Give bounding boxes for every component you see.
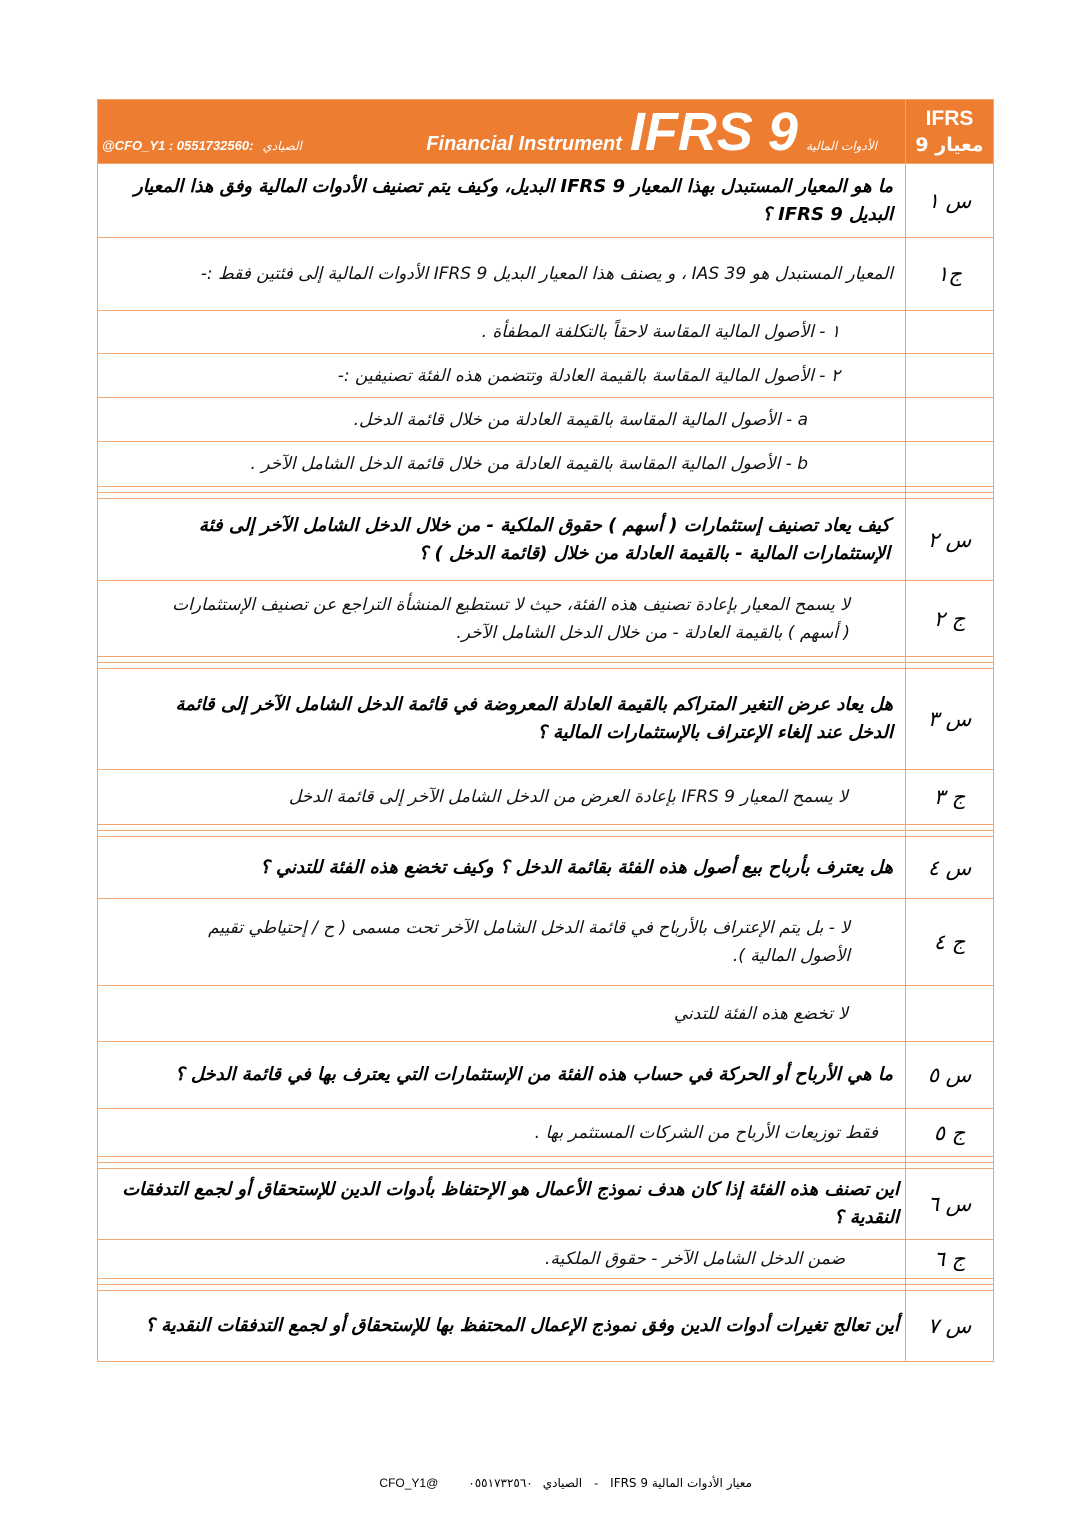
list-item-row — [98, 354, 994, 398]
answer-text: لا يسمح المعيار بإعادة تصنيف هذه الفئة، حيث لا تستطيع المنشأة التراجع عن تصنيف الإستثمارات ( أسهم ) بالقيمة العادلة - من خلال الدخل الشامل الآخر. — [98, 581, 906, 657]
answer-row — [98, 770, 994, 825]
list-item-row — [98, 398, 994, 442]
footer-author: الصيادي — [542, 1476, 583, 1490]
header-contact: @CFO_Y1 : 0551732560: — [102, 138, 254, 153]
footer-phone: ٠٥٥١٧٣٢٥٦٠ — [468, 1476, 533, 1490]
question-row — [98, 164, 994, 238]
question-row — [98, 1169, 994, 1240]
empty-label-cell — [906, 986, 994, 1042]
answer-row — [98, 899, 994, 986]
question-label: س ٦ — [906, 1169, 994, 1240]
answer-text: لا تخضع هذه الفئة للتدني — [98, 986, 906, 1042]
question-label: س ٣ — [906, 669, 994, 770]
question-row — [98, 499, 994, 581]
answer-row — [98, 1240, 994, 1279]
qa-table — [97, 99, 994, 1362]
list-item-text: ١ - الأصول المالية المقاسة لاحقاً بالتكلفة المطفأة . — [98, 311, 906, 354]
header-main-cell — [98, 100, 906, 164]
list-item-text: b - الأصول المالية المقاسة بالقيمة العادلة من خلال قائمة الدخل الشامل الآخر . — [98, 442, 906, 487]
answer-text: ضمن الدخل الشامل الآخر - حقوق الملكية. — [98, 1240, 906, 1279]
answer-label: ج ٣ — [906, 770, 994, 825]
answer-text: المعيار المستبدل هو IAS 39 ، و يصنف هذا المعيار البديل IFRS 9 الأدوات المالية إلى فئتين فقط :- — [98, 238, 906, 311]
question-row — [98, 1291, 994, 1362]
empty-label-cell — [906, 354, 994, 398]
question-text: أين تعالج تغيرات أدوات الدين وفق نموذج الإعمال المحتفظ بها للإستحقاق أو لجمع التدفقات النقدية ؟ — [98, 1291, 906, 1362]
header-title-arabic: الأدوات المالية — [805, 139, 877, 153]
header-side-top: IFRS — [925, 106, 974, 130]
header-subtitle: Financial Instrument — [426, 133, 622, 155]
header-side-bottom: معيار 9 — [915, 133, 984, 156]
question-text: ما هي الأرباح أو الحركة في حساب هذه الفئة من الإستثمارات التي يعترف بها في قائمة الدخل ؟ — [98, 1042, 906, 1109]
answer-label: ج ٥ — [906, 1109, 994, 1157]
question-text: ما هو المعيار المستبدل بهذا المعيار IFRS 9 البديل، وكيف يتم تصنيف الأدوات المالية وفق هذا المعيار البديل IFRS 9 ؟ — [98, 164, 906, 238]
answer-text: فقط توزيعات الأرباح من الشركات المستثمر بها . — [98, 1109, 906, 1157]
question-label: س ٥ — [906, 1042, 994, 1109]
answer-label: ج ٤ — [906, 899, 994, 986]
page-footer — [379, 1476, 752, 1490]
question-text: اين تصنف هذه الفئة إذا كان هدف نموذج الأعمال هو الإحتفاظ بأدوات الدين للإستحقاق أو لجمع التدفقات النقدية ؟ — [98, 1169, 906, 1240]
footer-handle: @CFO_Y1 — [379, 1476, 439, 1490]
answer-label: ج١ — [906, 238, 994, 311]
answer-text: لا - بل يتم الإعتراف بالأرباح في قائمة الدخل الشامل الآخر تحت مسمى ( ح / إحتياطي تقييم الأصول المالية ). — [98, 899, 906, 986]
header-side-cell — [906, 100, 994, 164]
header-author: الصيادي — [262, 139, 302, 153]
list-item-text: ٢ - الأصول المالية المقاسة بالقيمة العادلة وتتضمن هذه الفئة تصنيفين :- — [98, 354, 906, 398]
question-label: س ٤ — [906, 837, 994, 899]
empty-label-cell — [906, 311, 994, 354]
question-row — [98, 1042, 994, 1109]
question-label: س ١ — [906, 164, 994, 238]
answer-row — [98, 581, 994, 657]
footer-separator: - — [594, 1476, 599, 1490]
answer-row — [98, 986, 994, 1042]
question-label: س ٧ — [906, 1291, 994, 1362]
question-row — [98, 669, 994, 770]
empty-label-cell — [906, 398, 994, 442]
header-standard: IFRS 9 — [629, 102, 798, 162]
question-text: كيف يعاد تصنيف إستثمارات ( أسهم ) حقوق الملكية - من خلال الدخل الشامل الآخر إلى فئة الإستثمارات المالية - بالقيمة العادلة من خلال (قائمة الدخل ) ؟ — [98, 499, 906, 581]
footer-title: معيار الأدوات المالية IFRS 9 — [610, 1476, 752, 1490]
question-text: هل يعاد عرض التغير المتراكم بالقيمة العادلة المعروضة في قائمة الدخل الشامل الآخر إلى قائمة الدخل عند إلغاء الإعتراف بالإستثمارات المالية ؟ — [98, 669, 906, 770]
list-item-text: a - الأصول المالية المقاسة بالقيمة العادلة من خلال قائمة الدخل. — [98, 398, 906, 442]
answer-row — [98, 1109, 994, 1157]
question-row — [98, 837, 994, 899]
header-title-bar — [98, 101, 905, 163]
answer-text: لا يسمح المعيار IFRS 9 بإعادة العرض من الدخل الشامل الآخر إلى قائمة الدخل — [98, 770, 906, 825]
header-contact-group — [102, 137, 302, 155]
list-item-row — [98, 442, 994, 487]
header-row — [98, 100, 994, 164]
list-item-row — [98, 311, 994, 354]
answer-row — [98, 238, 994, 311]
answer-label: ج ٢ — [906, 581, 994, 657]
question-text: هل يعترف بأرباح بيع أصول هذه الفئة بقائمة الدخل ؟ وكيف تخضع هذه الفئة للتدني ؟ — [98, 837, 906, 899]
empty-label-cell — [906, 442, 994, 487]
question-label: س ٢ — [906, 499, 994, 581]
answer-label: ج ٦ — [906, 1240, 994, 1279]
